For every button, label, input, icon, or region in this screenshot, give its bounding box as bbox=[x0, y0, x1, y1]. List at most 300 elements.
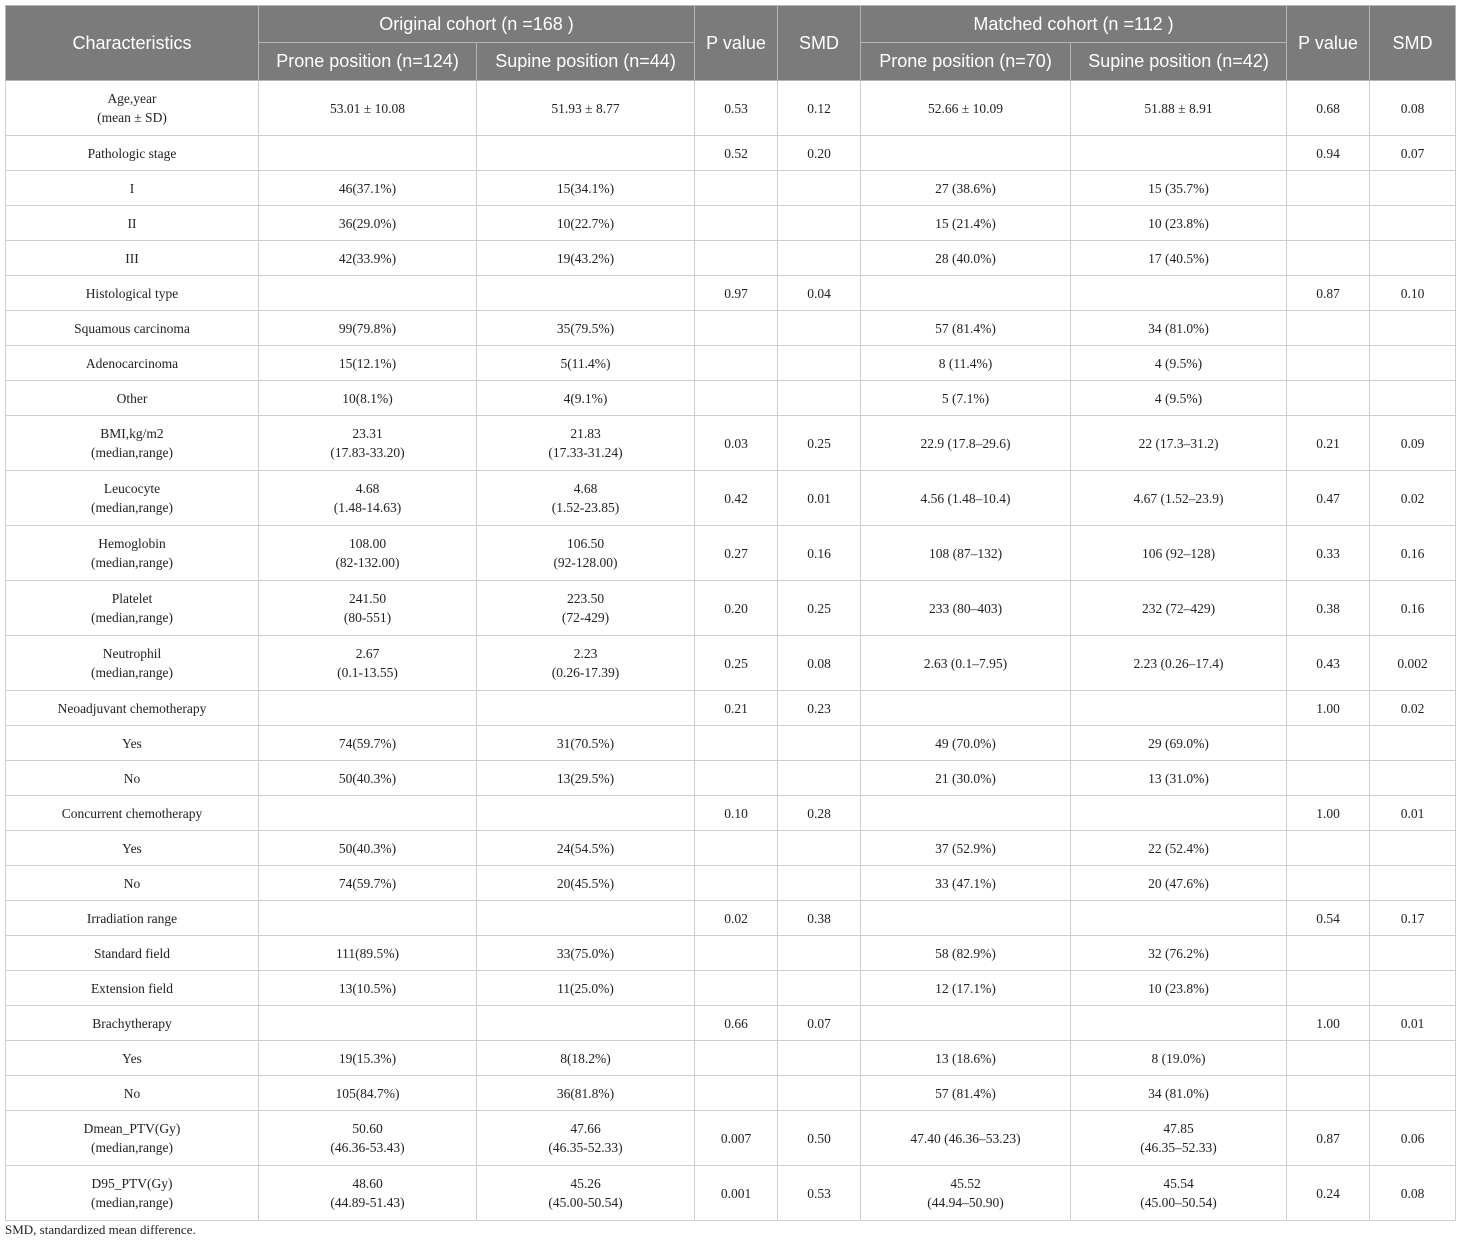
cell-smd-original bbox=[778, 136, 861, 171]
row-label-line: III bbox=[125, 250, 139, 266]
cell-p-value-original bbox=[695, 636, 778, 691]
cell-p-value-matched bbox=[1287, 691, 1370, 726]
cell-supine-original bbox=[477, 241, 695, 276]
row-label bbox=[6, 241, 259, 276]
cell-line: 0.20 bbox=[724, 600, 748, 616]
cell-line: 0.87 bbox=[1316, 285, 1340, 301]
table-row bbox=[6, 311, 1456, 346]
cell-prone-matched bbox=[861, 1076, 1071, 1111]
table-body bbox=[6, 81, 1456, 1221]
cell-line: 0.47 bbox=[1316, 490, 1340, 506]
row-label bbox=[6, 416, 259, 471]
cell-smd-original bbox=[778, 1041, 861, 1076]
header-prone-original: Prone position (n=124) bbox=[259, 43, 477, 81]
cell-supine-matched bbox=[1071, 691, 1287, 726]
cell-line: 11(25.0%) bbox=[557, 980, 614, 996]
cell-line: 15(34.1%) bbox=[556, 180, 615, 196]
row-label-line: No bbox=[123, 770, 141, 786]
row-label bbox=[6, 726, 259, 761]
cell-prone-original bbox=[259, 311, 477, 346]
cell-prone-original bbox=[259, 866, 477, 901]
cell-smd-original bbox=[778, 381, 861, 416]
row-label-line: (mean ± SD) bbox=[97, 110, 167, 125]
cell-smd-original bbox=[778, 636, 861, 691]
cell-smd-matched bbox=[1370, 1006, 1456, 1041]
cell-line: 4 (9.5%) bbox=[1154, 355, 1203, 371]
cell-prone-matched bbox=[861, 761, 1071, 796]
cell-line: 27 (38.6%) bbox=[935, 180, 996, 196]
row-label-line: Age,year bbox=[107, 91, 157, 106]
cell-supine-matched bbox=[1071, 471, 1287, 526]
cell-line: 105(84.7%) bbox=[335, 1085, 400, 1101]
cell-line: 21.83 bbox=[570, 426, 601, 441]
cell-line: 19(15.3%) bbox=[338, 1050, 397, 1066]
cell-prone-original bbox=[259, 831, 477, 866]
cell-smd-matched bbox=[1370, 81, 1456, 136]
row-label bbox=[6, 761, 259, 796]
cell-line: 0.33 bbox=[1316, 545, 1340, 561]
cell-line: 51.93 ± 8.77 bbox=[551, 100, 620, 116]
cell-smd-original bbox=[778, 901, 861, 936]
cell-smd-matched bbox=[1370, 381, 1456, 416]
cell-line: 0.09 bbox=[1400, 435, 1425, 451]
cell-line: 22.9 (17.8–29.6) bbox=[920, 435, 1011, 451]
cell-smd-original bbox=[778, 936, 861, 971]
row-label bbox=[6, 311, 259, 346]
cell-p-value-original bbox=[695, 936, 778, 971]
cell-prone-matched bbox=[861, 136, 1071, 171]
cell-smd-matched bbox=[1370, 691, 1456, 726]
cell-line: 223.50 bbox=[566, 591, 605, 606]
cell-prone-matched bbox=[861, 471, 1071, 526]
row-label bbox=[6, 866, 259, 901]
cell-prone-matched bbox=[861, 581, 1071, 636]
cell-line: 0.007 bbox=[720, 1130, 752, 1146]
cell-line: 2.23 (0.26–17.4) bbox=[1133, 655, 1224, 671]
row-label bbox=[6, 796, 259, 831]
row-label bbox=[6, 1111, 259, 1166]
cell-line: 10(8.1%) bbox=[342, 390, 393, 406]
cell-supine-original bbox=[477, 831, 695, 866]
cell-line: 0.06 bbox=[1400, 1130, 1425, 1146]
row-label bbox=[6, 831, 259, 866]
cell-p-value-original bbox=[695, 1041, 778, 1076]
cell-smd-matched bbox=[1370, 971, 1456, 1006]
table-row bbox=[6, 206, 1456, 241]
cell-line: (92-128.00) bbox=[553, 555, 618, 570]
cell-p-value-matched bbox=[1287, 1166, 1370, 1221]
cell-line: (82-132.00) bbox=[335, 555, 400, 570]
cell-supine-matched bbox=[1071, 206, 1287, 241]
cell-prone-matched bbox=[861, 726, 1071, 761]
cell-p-value-matched bbox=[1287, 1111, 1370, 1166]
cell-line: 33(75.0%) bbox=[556, 945, 615, 961]
cell-smd-matched bbox=[1370, 761, 1456, 796]
cell-line: 0.16 bbox=[1400, 545, 1425, 561]
cell-line: 22 (17.3–31.2) bbox=[1138, 435, 1219, 451]
cell-line: 15(12.1%) bbox=[338, 355, 397, 371]
cell-line: (44.94–50.90) bbox=[927, 1195, 1004, 1210]
cell-line: 20(45.5%) bbox=[556, 875, 615, 891]
cell-line: 35(79.5%) bbox=[556, 320, 615, 336]
cell-smd-original bbox=[778, 581, 861, 636]
header-p-value-original: P value bbox=[695, 6, 778, 81]
cell-line: 0.001 bbox=[720, 1185, 752, 1201]
characteristics-table bbox=[5, 5, 1456, 1221]
cell-prone-original bbox=[259, 136, 477, 171]
cell-supine-original bbox=[477, 971, 695, 1006]
cell-smd-matched bbox=[1370, 726, 1456, 761]
cell-line: 0.43 bbox=[1316, 655, 1340, 671]
cell-line: 1.00 bbox=[1316, 805, 1340, 821]
row-label-line: (median,range) bbox=[90, 1195, 174, 1210]
cell-p-value-original bbox=[695, 381, 778, 416]
cell-line: 8 (11.4%) bbox=[938, 355, 993, 371]
row-label-line: Squamous carcinoma bbox=[74, 320, 190, 336]
cell-smd-matched bbox=[1370, 866, 1456, 901]
cell-line: 0.23 bbox=[807, 700, 831, 716]
cell-smd-original bbox=[778, 206, 861, 241]
cell-supine-matched bbox=[1071, 81, 1287, 136]
cell-line: 4(9.1%) bbox=[563, 390, 608, 406]
table-row bbox=[6, 171, 1456, 206]
row-label bbox=[6, 81, 259, 136]
cell-prone-original bbox=[259, 1006, 477, 1041]
cell-line: 32 (76.2%) bbox=[1148, 945, 1209, 961]
table-row bbox=[6, 691, 1456, 726]
cell-smd-matched bbox=[1370, 1111, 1456, 1166]
cell-line: 21 (30.0%) bbox=[935, 770, 996, 786]
cell-supine-matched bbox=[1071, 866, 1287, 901]
cell-p-value-matched bbox=[1287, 761, 1370, 796]
cell-line: 0.38 bbox=[807, 910, 831, 926]
cell-line: (0.1-13.55) bbox=[337, 665, 398, 680]
row-label bbox=[6, 691, 259, 726]
table-row bbox=[6, 901, 1456, 936]
cell-p-value-original bbox=[695, 581, 778, 636]
cell-p-value-matched bbox=[1287, 831, 1370, 866]
row-label bbox=[6, 901, 259, 936]
cell-prone-matched bbox=[861, 1166, 1071, 1221]
row-label-line: Yes bbox=[122, 840, 142, 856]
cell-supine-matched bbox=[1071, 171, 1287, 206]
cell-smd-original bbox=[778, 81, 861, 136]
cell-p-value-original bbox=[695, 831, 778, 866]
row-label bbox=[6, 276, 259, 311]
cell-line: 0.21 bbox=[1316, 435, 1340, 451]
cell-line: (44.89-51.43) bbox=[330, 1195, 405, 1210]
cell-smd-matched bbox=[1370, 796, 1456, 831]
header-p-value-matched: P value bbox=[1287, 6, 1370, 81]
cell-smd-original bbox=[778, 1006, 861, 1041]
cell-line: 0.50 bbox=[807, 1130, 831, 1146]
row-label bbox=[6, 206, 259, 241]
cell-smd-matched bbox=[1370, 936, 1456, 971]
cell-prone-matched bbox=[861, 526, 1071, 581]
cell-prone-original bbox=[259, 381, 477, 416]
row-label-line: Leucocyte bbox=[103, 481, 161, 496]
cell-line: 0.03 bbox=[724, 435, 748, 451]
cell-supine-matched bbox=[1071, 276, 1287, 311]
row-label-line: Platelet bbox=[111, 591, 153, 606]
table-row bbox=[6, 136, 1456, 171]
cell-smd-matched bbox=[1370, 171, 1456, 206]
row-label bbox=[6, 1166, 259, 1221]
cell-line: 36(29.0%) bbox=[338, 215, 397, 231]
cell-line: (80-551) bbox=[343, 610, 392, 625]
cell-smd-matched bbox=[1370, 311, 1456, 346]
cell-smd-original bbox=[778, 311, 861, 346]
cell-smd-original bbox=[778, 276, 861, 311]
cell-line: 34 (81.0%) bbox=[1148, 320, 1209, 336]
cell-prone-original bbox=[259, 526, 477, 581]
cell-line: 0.25 bbox=[807, 435, 831, 451]
cell-supine-original bbox=[477, 1076, 695, 1111]
cell-supine-matched bbox=[1071, 311, 1287, 346]
cell-line: 0.38 bbox=[1316, 600, 1340, 616]
cell-p-value-matched bbox=[1287, 936, 1370, 971]
cell-prone-original bbox=[259, 1076, 477, 1111]
row-label-line: Standard field bbox=[93, 945, 171, 961]
cell-line: 0.01 bbox=[1400, 805, 1425, 821]
cell-p-value-original bbox=[695, 796, 778, 831]
cell-p-value-original bbox=[695, 1006, 778, 1041]
cell-line: 0.53 bbox=[807, 1185, 831, 1201]
cell-p-value-original bbox=[695, 866, 778, 901]
cell-prone-matched bbox=[861, 866, 1071, 901]
cell-line: 74(59.7%) bbox=[338, 735, 397, 751]
table-row bbox=[6, 971, 1456, 1006]
cell-supine-matched bbox=[1071, 526, 1287, 581]
row-label-line: (median,range) bbox=[90, 445, 174, 460]
cell-supine-matched bbox=[1071, 761, 1287, 796]
cell-p-value-matched bbox=[1287, 901, 1370, 936]
cell-smd-matched bbox=[1370, 1076, 1456, 1111]
cell-supine-matched bbox=[1071, 636, 1287, 691]
cell-supine-matched bbox=[1071, 971, 1287, 1006]
cell-prone-matched bbox=[861, 901, 1071, 936]
cell-line: (1.52-23.85) bbox=[551, 500, 620, 515]
row-label-line: Neutrophil bbox=[102, 646, 162, 661]
table-row bbox=[6, 1111, 1456, 1166]
cell-line: 46(37.1%) bbox=[338, 180, 397, 196]
table-row bbox=[6, 1076, 1456, 1111]
cell-line: 47.85 bbox=[1163, 1121, 1194, 1136]
cell-prone-matched bbox=[861, 1041, 1071, 1076]
row-label-line: II bbox=[127, 215, 137, 231]
cell-prone-original bbox=[259, 761, 477, 796]
header-prone-matched: Prone position (n=70) bbox=[861, 43, 1071, 81]
cell-line: 0.66 bbox=[724, 1015, 748, 1031]
cell-prone-original bbox=[259, 1166, 477, 1221]
cell-line: 24(54.5%) bbox=[556, 840, 615, 856]
cell-line: 58 (82.9%) bbox=[935, 945, 996, 961]
cell-line: 0.08 bbox=[807, 655, 831, 671]
cell-smd-original bbox=[778, 1111, 861, 1166]
cell-line: 0.10 bbox=[1400, 285, 1425, 301]
header-supine-matched: Supine position (n=42) bbox=[1071, 43, 1287, 81]
header-original-cohort: Original cohort (n =168 ) bbox=[259, 6, 695, 43]
cell-line: 17 (40.5%) bbox=[1148, 250, 1209, 266]
cell-line: 0.24 bbox=[1316, 1185, 1340, 1201]
cell-smd-matched bbox=[1370, 1166, 1456, 1221]
cell-line: 52.66 ± 10.09 bbox=[928, 100, 1003, 116]
cell-supine-matched bbox=[1071, 241, 1287, 276]
cell-supine-matched bbox=[1071, 1076, 1287, 1111]
cell-smd-matched bbox=[1370, 206, 1456, 241]
cell-smd-matched bbox=[1370, 241, 1456, 276]
cell-prone-original bbox=[259, 581, 477, 636]
cell-line: 13 (31.0%) bbox=[1148, 770, 1209, 786]
cell-line: (46.36-53.43) bbox=[330, 1140, 405, 1155]
cell-supine-original bbox=[477, 471, 695, 526]
table-row bbox=[6, 726, 1456, 761]
cell-supine-original bbox=[477, 901, 695, 936]
row-label-line: Histological type bbox=[85, 285, 179, 301]
cell-prone-matched bbox=[861, 346, 1071, 381]
cell-supine-original bbox=[477, 526, 695, 581]
cell-line: 15 (35.7%) bbox=[1148, 180, 1209, 196]
cell-prone-matched bbox=[861, 936, 1071, 971]
cell-line: 0.20 bbox=[807, 145, 831, 161]
cell-p-value-original bbox=[695, 311, 778, 346]
cell-smd-original bbox=[778, 691, 861, 726]
cell-p-value-matched bbox=[1287, 1076, 1370, 1111]
row-label-line: Yes bbox=[122, 735, 142, 751]
table-row bbox=[6, 241, 1456, 276]
cell-prone-original bbox=[259, 636, 477, 691]
cell-p-value-matched bbox=[1287, 81, 1370, 136]
cell-line: 0.01 bbox=[807, 490, 831, 506]
cell-line: 5 (7.1%) bbox=[941, 390, 990, 406]
cell-line: 45.52 bbox=[950, 1176, 981, 1191]
cell-p-value-original bbox=[695, 1111, 778, 1166]
cell-supine-original bbox=[477, 726, 695, 761]
cell-prone-original bbox=[259, 971, 477, 1006]
cell-prone-matched bbox=[861, 971, 1071, 1006]
cell-p-value-matched bbox=[1287, 241, 1370, 276]
cell-prone-original bbox=[259, 241, 477, 276]
cell-prone-matched bbox=[861, 796, 1071, 831]
cell-smd-original bbox=[778, 971, 861, 1006]
cell-prone-original bbox=[259, 796, 477, 831]
cell-line: 2.67 bbox=[355, 646, 380, 661]
cell-line: 22 (52.4%) bbox=[1148, 840, 1209, 856]
cell-line: 4.67 (1.52–23.9) bbox=[1133, 490, 1224, 506]
cell-line: 15 (21.4%) bbox=[935, 215, 996, 231]
cell-p-value-matched bbox=[1287, 526, 1370, 581]
cell-line: 74(59.7%) bbox=[338, 875, 397, 891]
row-label-line: (median,range) bbox=[90, 1140, 174, 1155]
cell-supine-matched bbox=[1071, 381, 1287, 416]
cell-smd-original bbox=[778, 471, 861, 526]
cell-p-value-matched bbox=[1287, 206, 1370, 241]
cell-line: 53.01 ± 10.08 bbox=[330, 100, 405, 116]
cell-supine-original bbox=[477, 81, 695, 136]
row-label bbox=[6, 636, 259, 691]
cell-line: 0.94 bbox=[1316, 145, 1340, 161]
cell-supine-original bbox=[477, 346, 695, 381]
table-row bbox=[6, 526, 1456, 581]
cell-line: 0.53 bbox=[724, 100, 748, 116]
row-label-line: (median,range) bbox=[90, 665, 174, 680]
row-label-line: D95_PTV(Gy) bbox=[91, 1176, 173, 1191]
table-row bbox=[6, 936, 1456, 971]
cell-supine-matched bbox=[1071, 1166, 1287, 1221]
cell-line: 241.50 bbox=[348, 591, 387, 606]
cell-prone-matched bbox=[861, 691, 1071, 726]
cell-p-value-matched bbox=[1287, 416, 1370, 471]
row-label bbox=[6, 171, 259, 206]
cell-smd-original bbox=[778, 526, 861, 581]
row-label-line: Neoadjuvant chemotherapy bbox=[57, 700, 207, 716]
cell-prone-matched bbox=[861, 1006, 1071, 1041]
cell-smd-original bbox=[778, 171, 861, 206]
table-row bbox=[6, 471, 1456, 526]
cell-supine-original bbox=[477, 381, 695, 416]
cell-line: 45.54 bbox=[1163, 1176, 1194, 1191]
cell-supine-matched bbox=[1071, 1006, 1287, 1041]
cell-supine-original bbox=[477, 691, 695, 726]
row-label-line: Extension field bbox=[90, 980, 174, 996]
cell-p-value-original bbox=[695, 761, 778, 796]
cell-supine-original bbox=[477, 1111, 695, 1166]
cell-supine-matched bbox=[1071, 1041, 1287, 1076]
cell-prone-matched bbox=[861, 206, 1071, 241]
cell-line: 0.07 bbox=[1400, 145, 1425, 161]
row-label bbox=[6, 346, 259, 381]
cell-prone-original bbox=[259, 471, 477, 526]
cell-smd-original bbox=[778, 831, 861, 866]
cell-p-value-matched bbox=[1287, 136, 1370, 171]
cell-supine-original bbox=[477, 796, 695, 831]
cell-line: 1.00 bbox=[1316, 700, 1340, 716]
cell-line: 2.23 bbox=[573, 646, 598, 661]
cell-smd-matched bbox=[1370, 471, 1456, 526]
cell-p-value-matched bbox=[1287, 636, 1370, 691]
cell-supine-original bbox=[477, 171, 695, 206]
cell-smd-original bbox=[778, 796, 861, 831]
cell-line: (0.26-17.39) bbox=[551, 665, 620, 680]
cell-line: 51.88 ± 8.91 bbox=[1144, 100, 1213, 116]
cell-line: 49 (70.0%) bbox=[935, 735, 996, 751]
cell-line: 0.02 bbox=[724, 910, 748, 926]
cell-prone-matched bbox=[861, 416, 1071, 471]
table-row bbox=[6, 276, 1456, 311]
cell-line: 10 (23.8%) bbox=[1148, 215, 1209, 231]
cell-prone-original bbox=[259, 276, 477, 311]
cell-line: 34 (81.0%) bbox=[1148, 1085, 1209, 1101]
cell-line: 23.31 bbox=[352, 426, 383, 441]
cell-p-value-original bbox=[695, 726, 778, 761]
table-row bbox=[6, 1006, 1456, 1041]
cell-p-value-matched bbox=[1287, 1041, 1370, 1076]
row-label bbox=[6, 581, 259, 636]
cell-line: 13 (18.6%) bbox=[935, 1050, 996, 1066]
cell-line: 4.68 bbox=[355, 481, 380, 496]
cell-line: 33 (47.1%) bbox=[935, 875, 996, 891]
cell-supine-original bbox=[477, 136, 695, 171]
cell-line: (1.48-14.63) bbox=[333, 500, 402, 515]
cell-prone-matched bbox=[861, 636, 1071, 691]
cell-smd-original bbox=[778, 416, 861, 471]
cell-p-value-matched bbox=[1287, 346, 1370, 381]
cell-prone-matched bbox=[861, 381, 1071, 416]
cell-line: 2.63 (0.1–7.95) bbox=[923, 655, 1008, 671]
row-label bbox=[6, 526, 259, 581]
cell-line: 20 (47.6%) bbox=[1148, 875, 1209, 891]
cell-prone-original bbox=[259, 726, 477, 761]
